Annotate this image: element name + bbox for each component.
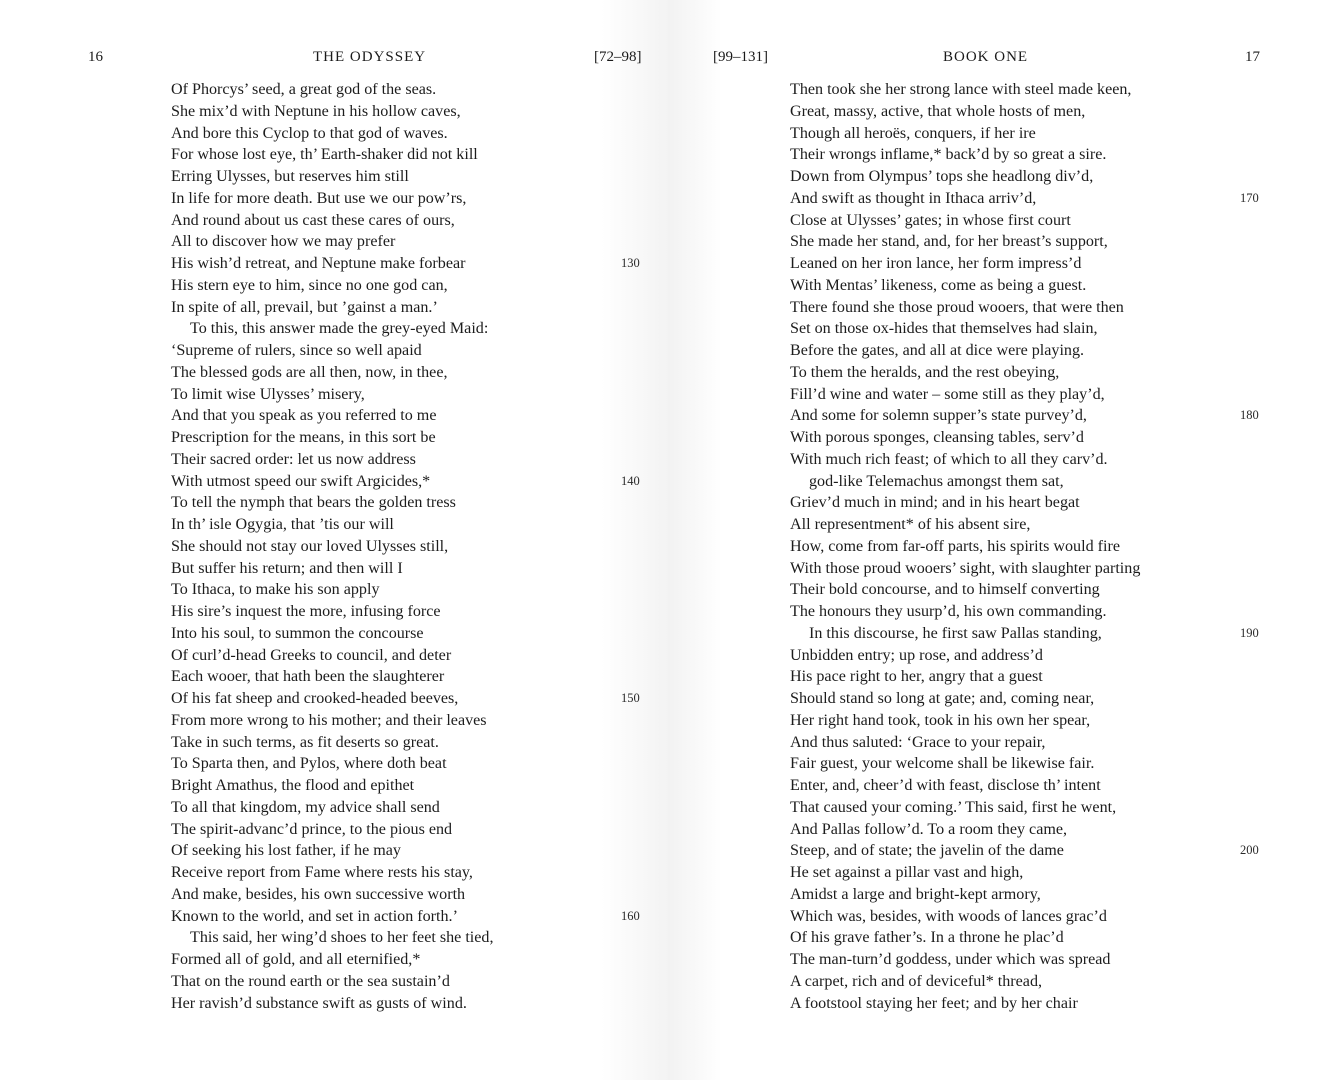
verse-text: Which was, besides, with woods of lances grac’d (790, 907, 1107, 925)
verse-text: Their sacred order: let us now address (171, 450, 416, 468)
verse-text: Each wooer, that hath been the slaughterer (171, 668, 445, 686)
verse-line (171, 101, 493, 123)
verse-text: Of his grave father’s. In a throne he plac’d (790, 929, 1064, 947)
verse-text: A carpet, rich and of deviceful* thread, (790, 972, 1043, 990)
verse-line (171, 166, 493, 188)
verse-line (171, 362, 493, 384)
verse-text: Receive report from Fame where rests his stay, (171, 864, 473, 881)
running-title: BOOK ONE (943, 49, 1029, 65)
verse-line (790, 884, 1140, 906)
verse-text: She should not stay our loved Ulysses still, (171, 537, 449, 555)
verse-text: To tell the nymph that bears the golden tress (171, 494, 456, 512)
verse-text: To them the heralds, and the rest obeying, (790, 363, 1060, 381)
verse-line (171, 949, 493, 971)
verse-line (171, 123, 493, 145)
verse-line (171, 231, 493, 253)
verse-line (790, 753, 1140, 775)
verse-text: And swift as thought in Ithaca arriv’d, (790, 189, 1037, 207)
verse-line (790, 253, 1140, 275)
verse-text: In this discourse, he first saw Pallas standing, (809, 624, 1102, 642)
verse-line (171, 906, 640, 928)
verse-text: Before the gates, and all at dice were playing. (790, 342, 1085, 359)
verse-text: Fill’d wine and water – some still as they play’d, (790, 385, 1105, 403)
verse-line (171, 427, 493, 449)
right-page (668, 0, 1338, 1080)
verse-line (790, 514, 1140, 536)
verse-text: To Sparta then, and Pylos, where doth beat (171, 755, 447, 773)
verse-line (790, 123, 1140, 145)
verse-text: To this, this answer made the grey-eyed Maid: (190, 320, 489, 338)
verse-line (171, 993, 493, 1015)
line-range: [99–131] (713, 49, 768, 65)
verse-line (171, 884, 493, 906)
verse-line (790, 231, 1140, 253)
verse-text: His wish’d retreat, and Neptune make forbear (171, 255, 466, 272)
verse-line (171, 471, 640, 493)
verse-line (790, 492, 1140, 514)
line-number: 130 (621, 256, 640, 270)
verse-text: Formed all of gold, and all eternified,* (171, 951, 421, 968)
verse-text: Unbidden entry; up rose, and address’d (790, 646, 1043, 664)
verse-line (790, 558, 1140, 580)
verse-text: And round about us cast these cares of ours, (171, 211, 455, 229)
left-page (0, 0, 668, 1080)
verse-text: Down from Olympus’ tops she headlong div’d, (790, 168, 1094, 185)
verse-line (790, 645, 1140, 667)
verse-text: For whose lost eye, th’ Earth-shaker did not kill (171, 146, 478, 164)
verse-line (171, 840, 493, 862)
verse-line (171, 688, 640, 710)
verse-line (171, 275, 493, 297)
verse-line (171, 514, 493, 536)
verse-line (790, 710, 1140, 732)
verse-line (790, 536, 1140, 558)
verse-text: And make, besides, his own successive worth (171, 885, 466, 903)
verse-line (171, 775, 493, 797)
verse-text: Her ravish’d substance swift as gusts of wind. (171, 994, 467, 1012)
verse-line (171, 79, 493, 101)
verse-text: With utmost speed our swift Argicides,* (171, 472, 431, 490)
verse-line (171, 927, 493, 949)
verse-lines (171, 79, 640, 1014)
verse-line (171, 645, 493, 667)
verse-text: The man-turn’d goddess, under which was spread (790, 951, 1111, 968)
verse-line (171, 753, 493, 775)
line-number: 160 (621, 908, 640, 923)
verse-line (171, 710, 493, 732)
verse-text: And thus saluted: ‘Grace to your repair, (790, 733, 1046, 751)
line-number: 190 (1240, 625, 1259, 640)
verse-text: That on the round earth or the sea sustain’d (171, 972, 450, 990)
verse-line (790, 797, 1140, 819)
verse-line (790, 732, 1140, 754)
verse-text: Their bold concourse, and to himself converting (790, 581, 1100, 599)
verse-text: And that you speak as you referred to me (171, 407, 437, 425)
verse-text: Amidst a large and bright-kept armory, (790, 885, 1041, 903)
verse-line (790, 362, 1140, 384)
verse-line (790, 623, 1259, 645)
verse-text: Enter, and, cheer’d with feast, disclose th’ intent (790, 777, 1101, 794)
verse-line (171, 579, 493, 601)
verse-line (790, 166, 1140, 188)
verse-text: In th’ isle Ogygia, that ’tis our will (171, 516, 394, 533)
verse-text: A footstool staying her feet; and by her chair (790, 994, 1078, 1012)
verse-text: Though all heroës, conquers, if her ire (790, 124, 1036, 142)
verse-text: The honours they usurp’d, his own commanding. (790, 603, 1107, 620)
verse-line (171, 819, 493, 841)
verse-line (790, 601, 1140, 623)
page-number: 17 (1245, 49, 1260, 65)
verse-line (790, 993, 1140, 1015)
verse-line (790, 210, 1140, 232)
verse-text: All to discover how we may prefer (171, 233, 396, 251)
verse-line (790, 101, 1140, 123)
verse-line (171, 492, 493, 514)
verse-text: Prescription for the means, in this sort be (171, 429, 436, 446)
verse-line (171, 601, 493, 623)
verse-text: Set on those ox-hides that themselves had slain, (790, 320, 1098, 338)
verse-line (790, 927, 1140, 949)
verse-line (790, 819, 1140, 841)
verse-text: Close at Ulysses’ gates; in whose first court (790, 211, 1071, 229)
verse-text: Of seeking his lost father, if he may (171, 842, 401, 860)
verse-text: With Mentas’ likeness, come as being a guest. (790, 276, 1087, 294)
verse-text: Of Phorcys’ seed, a great god of the seas. (171, 81, 437, 98)
verse-text: The spirit-advanc’d prince, to the pious end (171, 820, 453, 838)
verse-text: He set against a pillar vast and high, (790, 864, 1024, 881)
verse-text: With porous sponges, cleansing tables, serv’d (790, 429, 1084, 446)
verse-text: With much rich feast; of which to all they carv’d. (790, 450, 1108, 468)
verse-line (790, 427, 1140, 449)
verse-line (171, 210, 493, 232)
running-title: THE ODYSSEY (313, 49, 427, 65)
verse-text: She mix’d with Neptune in his hollow caves, (171, 102, 461, 120)
line-number: 150 (621, 691, 640, 705)
verse-text: In spite of all, prevail, but ’gainst a man.’ (171, 298, 438, 316)
verse-line (171, 449, 493, 471)
verse-line (171, 253, 640, 275)
verse-line (171, 318, 493, 340)
verse-text: How, come from far-off parts, his spirits would fire (790, 537, 1120, 555)
verse-text: His sire’s inquest the more, infusing force (171, 603, 441, 620)
verse-text: This said, her wing’d shoes to her feet she tied, (190, 929, 494, 947)
verse-text: She made her stand, and, for her breast’s support, (790, 233, 1108, 251)
verse-text: To Ithaca, to make his son apply (171, 581, 380, 599)
verse-line (171, 971, 493, 993)
verse-text: Bright Amathus, the flood and epithet (171, 777, 415, 794)
verse-line (790, 449, 1140, 471)
verse-line (790, 579, 1140, 601)
verse-line (790, 862, 1140, 884)
verse-line (790, 297, 1140, 319)
verse-line (790, 144, 1140, 166)
verse-text: The blessed gods are all then, now, in thee, (171, 363, 448, 381)
verse-text: Steep, and of state; the javelin of the dame (790, 842, 1064, 860)
verse-line (790, 318, 1140, 340)
verse-lines (790, 79, 1259, 1014)
verse-line (790, 840, 1259, 862)
verse-text: god-like Telemachus amongst them sat, (809, 472, 1064, 490)
verse-text: Erring Ulysses, but reserves him still (171, 168, 409, 185)
line-number: 180 (1240, 408, 1259, 423)
verse-line (790, 906, 1140, 928)
verse-text: Leaned on her iron lance, her form impress’d (790, 255, 1082, 272)
verse-line (171, 666, 493, 688)
line-range: [72–98] (594, 49, 642, 65)
verse-line (790, 949, 1140, 971)
verse-text: There found she those proud wooers, that were then (790, 298, 1124, 316)
verse-text: And bore this Cyclop to that god of waves. (171, 124, 448, 142)
verse-text: Into his soul, to summon the concourse (171, 624, 424, 642)
verse-line (171, 405, 493, 427)
verse-text: That caused your coming.’ This said, first he went, (790, 798, 1117, 816)
verse-line (790, 340, 1140, 362)
verse-text: All representment* of his absent sire, (790, 516, 1031, 533)
verse-line (171, 536, 493, 558)
verse-line (171, 797, 493, 819)
page-number: 16 (88, 49, 103, 65)
verse-text: But suffer his return; and then will I (171, 559, 403, 577)
verse-line (790, 688, 1140, 710)
verse-text: ‘Supreme of rulers, since so well apaid (171, 342, 422, 359)
verse-line (790, 971, 1140, 993)
verse-line (171, 297, 493, 319)
verse-line (171, 558, 493, 580)
verse-text: With those proud wooers’ sight, with slaughter parting (790, 559, 1141, 577)
verse-text: In life for more death. But use we our pow’rs, (171, 189, 467, 207)
verse-text: His stern eye to him, since no one god can, (171, 276, 448, 294)
verse-line (790, 666, 1140, 688)
verse-text: Griev’d much in mind; and in his heart begat (790, 494, 1080, 512)
verse-line (171, 732, 493, 754)
verse-text: To limit wise Ulysses’ misery, (171, 385, 365, 403)
verse-text: Should stand so long at gate; and, coming near, (790, 690, 1095, 707)
verse-text: And some for solemn supper’s state purvey’d, (790, 407, 1087, 425)
verse-text: Then took she her strong lance with steel made keen, (790, 81, 1132, 98)
verse-text: And Pallas follow’d. To a room they came, (790, 820, 1068, 838)
verse-text: Their wrongs inflame,* back’d by so great a sire. (790, 146, 1107, 164)
verse-text: To all that kingdom, my advice shall send (171, 798, 440, 816)
verse-line (790, 188, 1259, 210)
verse-text: Take in such terms, as fit deserts so great. (171, 733, 439, 751)
verse-line (171, 623, 493, 645)
line-number: 170 (1240, 190, 1259, 205)
verse-text: Known to the world, and set in action forth.’ (171, 907, 458, 925)
verse-text: From more wrong to his mother; and their leaves (171, 711, 487, 729)
verse-line (790, 405, 1259, 427)
verse-line (790, 79, 1140, 101)
verse-line (171, 384, 493, 406)
verse-line (790, 471, 1140, 493)
verse-text: Fair guest, your welcome shall be likewise fair. (790, 755, 1095, 773)
verse-line (790, 275, 1140, 297)
verse-text: Great, massy, active, that whole hosts of men, (790, 102, 1086, 120)
verse-line (790, 775, 1140, 797)
verse-text: Of his fat sheep and crooked-headed beeves, (171, 690, 459, 707)
verse-text: Her right hand took, took in his own her spear, (790, 711, 1091, 729)
line-number: 200 (1240, 843, 1259, 858)
verse-line (171, 862, 493, 884)
verse-line (171, 188, 493, 210)
verse-text: His pace right to her, angry that a guest (790, 668, 1043, 686)
verse-line (171, 144, 493, 166)
verse-line (171, 340, 493, 362)
verse-line (790, 384, 1140, 406)
verse-text: Of curl’d-head Greeks to council, and deter (171, 646, 452, 664)
line-number: 140 (621, 473, 640, 488)
